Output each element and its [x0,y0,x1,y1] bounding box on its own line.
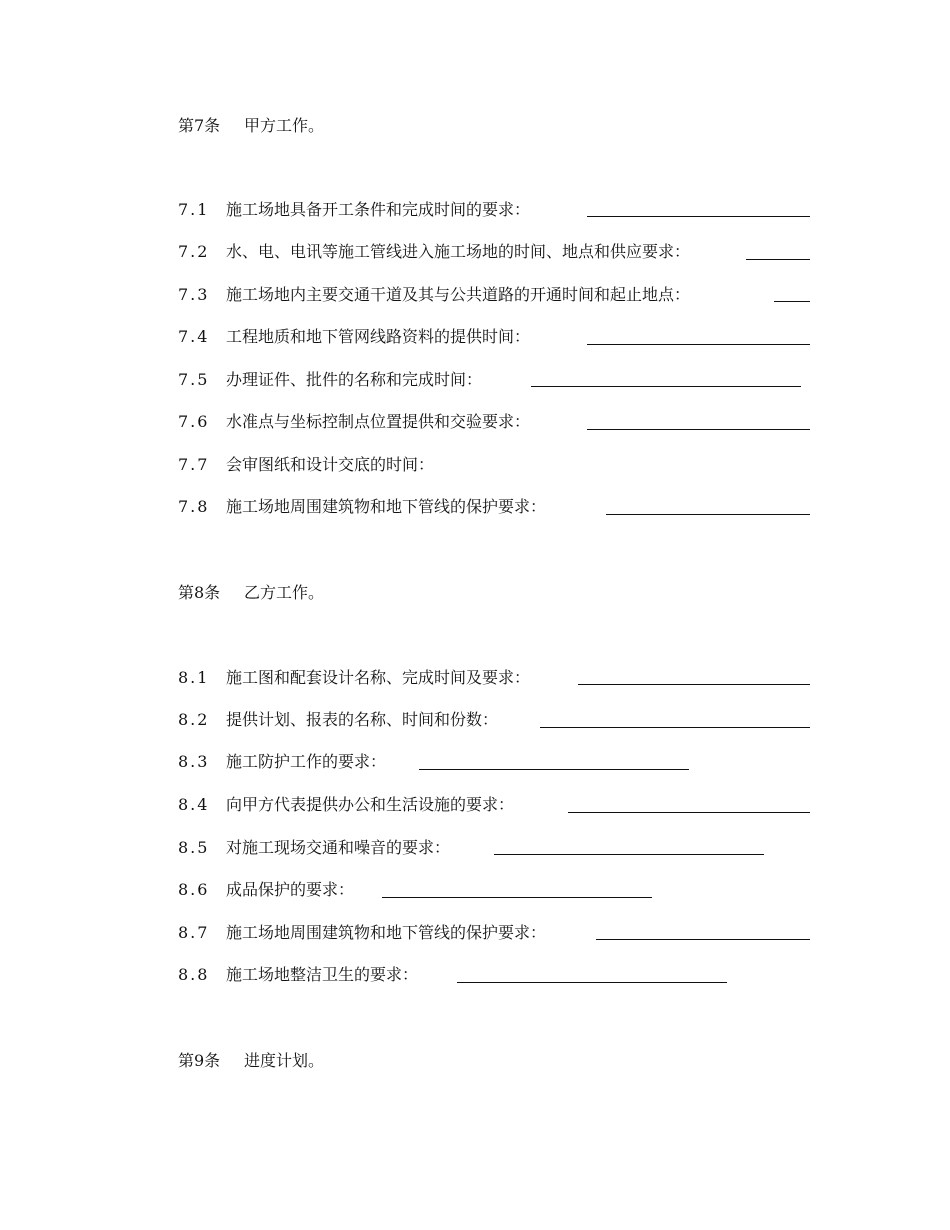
clause-number: 7.3 [178,285,210,304]
clause-number: 8.4 [178,795,210,814]
clause-label: 向甲方代表提供办公和生活设施的要求： [226,795,515,814]
clause-number: 8.5 [178,838,210,857]
section-number: 第8条 [178,583,221,602]
clause-number: 8.6 [178,880,210,899]
clause-label: 施工场地具备开工条件和完成时间的要求： [226,200,531,219]
clause-label: 施工场地内主要交通干道及其与公共道路的开通时间和起止地点： [226,285,691,304]
clause-label: 施工防护工作的要求： [226,752,387,771]
clause-label: 提供计划、报表的名称、时间和份数： [226,710,499,729]
fill-in-blank[interactable] [568,812,810,813]
clause-number: 7.5 [178,370,210,389]
clause-label: 工程地质和地下管网线路资料的提供时间： [226,327,531,346]
clause-number: 7.6 [178,412,210,431]
clause-number: 7.7 [178,455,210,474]
fill-in-blank[interactable] [587,344,810,345]
section-7-heading [178,116,324,136]
fill-in-blank[interactable] [531,386,801,387]
clause-number: 7.8 [178,497,210,516]
fill-in-blank[interactable] [587,216,810,217]
clause-number: 8.2 [178,710,210,729]
section-title: 进度计划。 [244,1051,325,1070]
fill-in-blank[interactable] [457,982,727,983]
clause-label: 施工场地整洁卫生的要求： [226,965,419,984]
clause-label: 施工场地周围建筑物和地下管线的保护要求： [226,923,547,942]
section-number: 第7条 [178,116,221,135]
fill-in-blank[interactable] [382,897,652,898]
section-9-heading [178,1051,324,1071]
clause-number: 8.1 [178,668,210,687]
fill-in-blank[interactable] [587,429,810,430]
clause-label: 施工场地周围建筑物和地下管线的保护要求： [226,497,547,516]
clause-label: 办理证件、批件的名称和完成时间： [226,370,483,389]
clause-number: 7.1 [178,200,210,219]
clause-number: 7.2 [178,242,210,261]
fill-in-blank[interactable] [578,684,810,685]
fill-in-blank[interactable] [540,727,810,728]
fill-in-blank[interactable] [606,514,810,515]
fill-in-blank[interactable] [746,259,810,260]
clause-label: 成品保护的要求： [226,880,355,899]
fill-in-blank[interactable] [419,769,689,770]
clause-label: 水、电、电讯等施工管线进入施工场地的时间、地点和供应要求： [226,242,691,261]
fill-in-blank[interactable] [596,939,810,940]
clause-label: 施工图和配套设计名称、完成时间及要求： [226,668,531,687]
clause-label: 会审图纸和设计交底的时间： [226,455,435,474]
clause-label: 水准点与坐标控制点位置提供和交验要求： [226,412,531,431]
section-title: 甲方工作。 [244,116,325,135]
fill-in-blank[interactable] [494,854,764,855]
clause-number: 7.4 [178,327,210,346]
clause-number: 8.7 [178,923,210,942]
section-number: 第9条 [178,1051,221,1070]
section-8-heading [178,583,324,603]
fill-in-blank[interactable] [774,301,810,302]
clause-number: 8.3 [178,752,210,771]
clause-number: 8.8 [178,965,210,984]
clause-label: 对施工现场交通和噪音的要求： [226,838,451,857]
section-title: 乙方工作。 [244,583,325,602]
